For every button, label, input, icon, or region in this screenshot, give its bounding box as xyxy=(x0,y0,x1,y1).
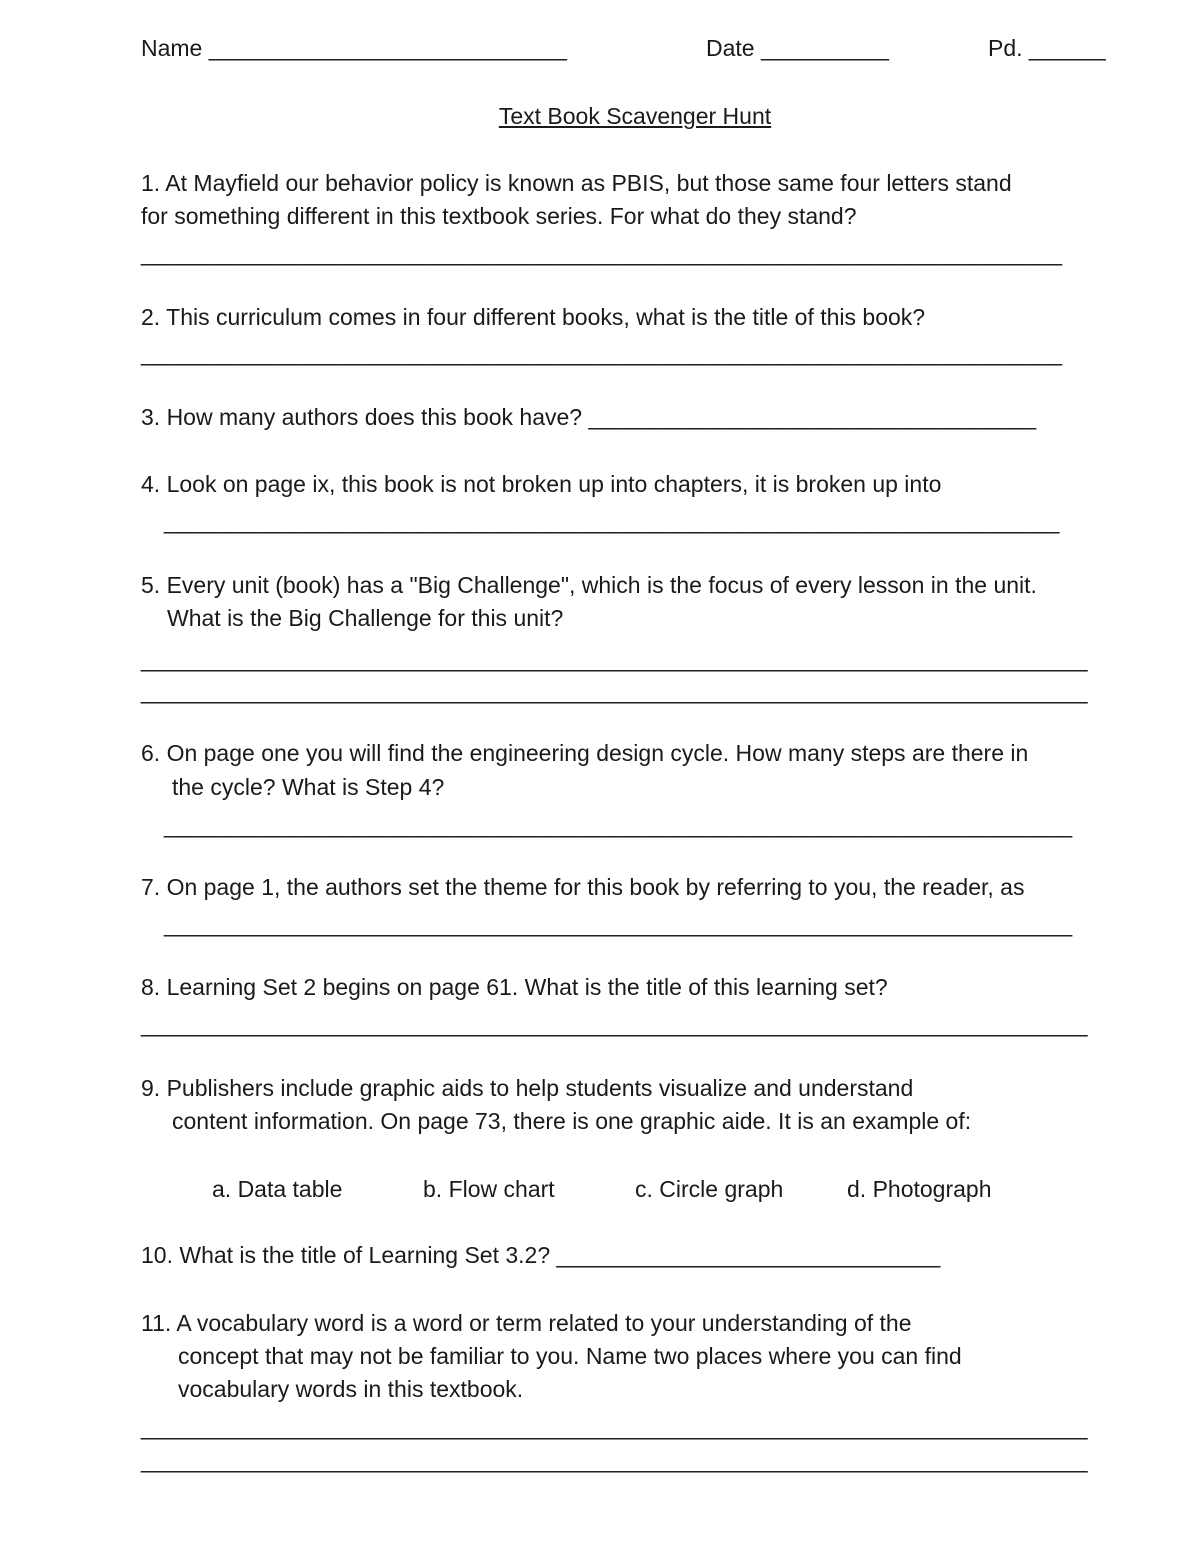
question-3-text[interactable]: 3. How many authors does this book have? ___________________________________ xyxy=(141,404,1037,430)
question-1-answer-line[interactable]: ________________________________________________________________________ xyxy=(141,240,1062,266)
question-1-text-cont: for something different in this textbook series. For what do they stand? xyxy=(141,203,857,229)
question-1-text: 1. At Mayfield our behavior policy is known as PBIS, but those same four letters stand xyxy=(141,170,1012,196)
question-9-text: 9. Publishers include graphic aids to help students visualize and understand xyxy=(141,1075,914,1101)
question-4-text: 4. Look on page ix, this book is not broken up into chapters, it is broken up into xyxy=(141,471,942,497)
question-9-option-c[interactable]: c. Circle graph xyxy=(635,1176,784,1202)
question-6-text-cont: the cycle? What is Step 4? xyxy=(172,774,445,800)
question-4-answer-line[interactable]: ______________________________________________________________________ xyxy=(164,508,1060,534)
question-7-answer-line[interactable]: _______________________________________________________________________ xyxy=(164,911,1073,937)
question-9-option-a[interactable]: a. Data table xyxy=(212,1176,343,1202)
page-title: Text Book Scavenger Hunt xyxy=(498,103,772,129)
question-6-text: 6. On page one you will find the engineering design cycle. How many steps are there in xyxy=(141,740,1029,766)
question-6-answer-line[interactable]: _______________________________________________________________________ xyxy=(164,812,1073,838)
question-8-answer-line[interactable]: __________________________________________________________________________ xyxy=(141,1011,1088,1037)
question-11-text: 11. A vocabulary word is a word or term related to your understanding of the xyxy=(141,1310,912,1336)
question-5-answer-line-1[interactable]: __________________________________________________________________________ xyxy=(141,646,1088,672)
name-field[interactable]: Name ____________________________ xyxy=(141,35,567,61)
date-field[interactable]: Date __________ xyxy=(706,35,889,61)
question-9-option-b[interactable]: b. Flow chart xyxy=(423,1176,555,1202)
question-8-text: 8. Learning Set 2 begins on page 61. What is the title of this learning set? xyxy=(141,974,888,1000)
question-2-text: 2. This curriculum comes in four different books, what is the title of this book? xyxy=(141,304,926,330)
question-9-option-d[interactable]: d. Photograph xyxy=(847,1176,992,1202)
question-11-answer-line-2[interactable]: __________________________________________________________________________ xyxy=(141,1447,1088,1473)
question-11-answer-line-1[interactable]: __________________________________________________________________________ xyxy=(141,1414,1088,1440)
question-9-text-cont: content information. On page 73, there is one graphic aide. It is an example of: xyxy=(172,1108,972,1134)
question-11-text-cont-2: vocabulary words in this textbook. xyxy=(178,1376,524,1402)
question-2-answer-line[interactable]: ________________________________________________________________________ xyxy=(141,340,1062,366)
period-field[interactable]: Pd. ______ xyxy=(988,35,1106,61)
question-7-text: 7. On page 1, the authors set the theme for this book by referring to you, the reader, as xyxy=(141,874,1025,900)
question-10-text[interactable]: 10. What is the title of Learning Set 3.2? ______________________________ xyxy=(141,1242,941,1268)
question-5-text: 5. Every unit (book) has a "Big Challenge", which is the focus of every lesson in the unit. xyxy=(141,572,1037,598)
question-5-text-cont: What is the Big Challenge for this unit? xyxy=(167,605,564,631)
question-11-text-cont-1: concept that may not be familiar to you. Name two places where you can find xyxy=(178,1343,962,1369)
question-5-answer-line-2[interactable]: __________________________________________________________________________ xyxy=(141,678,1088,704)
